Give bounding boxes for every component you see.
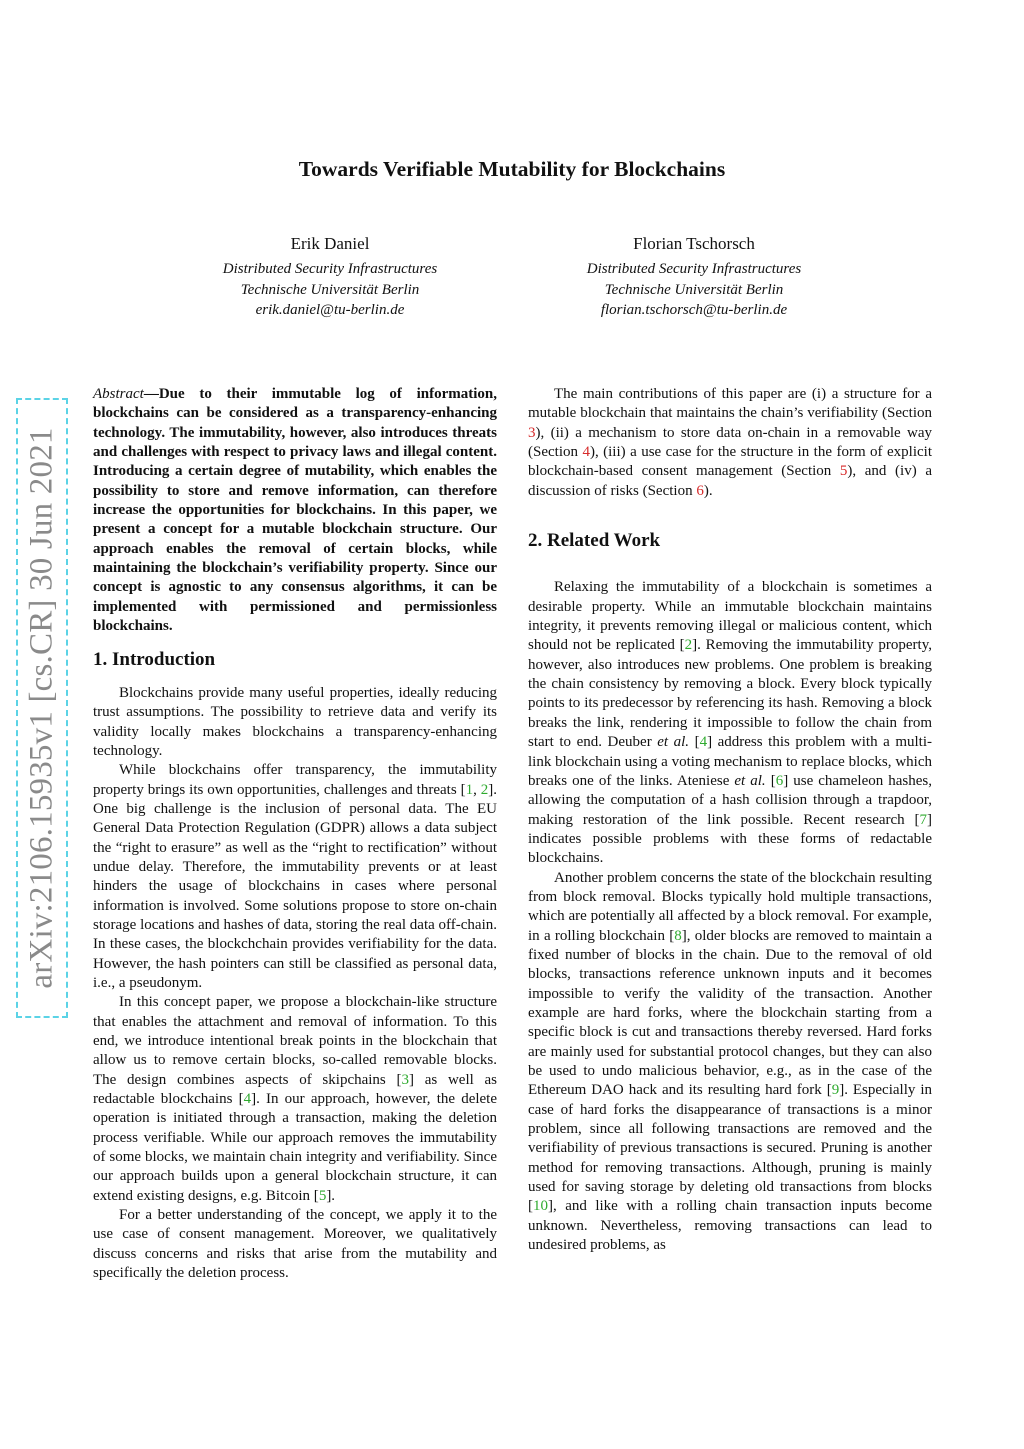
paragraph: Another problem concerns the state of the blockchain resulting from block removal. Blocks typically hold multiple transactions, which are potentially all affected by a block removal. For example, in a rolling blockchain [8], older blocks are removed to maintain a fixed number of blocks in the chain. Due to the removal of old blocks, transactions reference unknown inputs and it becomes impossible to verify the validity of the transaction. Another example are hard forks, where the blockchain starting from a specific block is cut and transactions thereby reversed. Hard forks are mainly used for substantial protocol changes, but they can also be used to undo malicious behavior, e.g., as in the case of the Ethereum DAO hack and its resulting hard fork [9]. Especially in case of hard forks the disappearance of transactions is a minor problem, since all following transactions are removed and the verifiability of previous transactions is secured. Pruning is another method for removing transactions. Although, pruning is mainly used for saving storage by deleting old transactions from blocks [10], and like with a rolling chain transaction inputs become unknown. Nevertheless, removing transactions can lead to undesired problems, as [528,869,932,1254]
section-link[interactable]: 3 [528,424,536,441]
author-email: erik.daniel@tu-berlin.de [255,302,405,318]
section-link[interactable]: 4 [582,444,590,461]
paragraph: Blockchains provide many useful properties, ideally reducing trust assumptions. The possibility to retrieve data and verify its validity locally makes blockchains a transparency-enhancing technology. [93,684,497,759]
author-name: Florian Tschorsch [633,234,755,253]
author-university: Technische Universität Berlin [604,281,784,298]
citation-link[interactable]: 7 [919,811,927,828]
citation-link[interactable]: 3 [401,1071,409,1088]
section-link[interactable]: 5 [839,463,848,480]
citation-link[interactable]: 1 [465,781,474,798]
paragraph: In this concept paper, we propose a blockchain-like structure that enables the attachment and removal of information. To this end, we introduce intentional break points in the blockchain that allow us to remove certain blocks, so-called removable blocks. The design combines aspects of skipchains [3] as well as redactable blockchains [4]. In our approach, however, the delete operation is initiated through a transaction, making the deletion process verifiable. While our approach removes the immutability of some blocks, we maintain chain integrity and verifiability. Since our approach builds upon a general blockchain structure, it can extend existing designs, e.g. Bitcoin [5]. [93,994,498,1204]
citation-link[interactable]: 5 [318,1187,327,1204]
left-column [93,385,497,1283]
section-heading-related-work: 2. Related Work [528,530,661,552]
arxiv-stamp [16,398,68,1018]
author-name: Erik Daniel [290,234,370,253]
abstract [93,385,497,636]
citation-link[interactable]: 6 [775,772,784,789]
right-column [528,385,932,1255]
paragraph: While blockchains offer transparency, the immutability property brings its own opportunities, challenges and threats [1, 2]. One big challenge is the inclusion of personal data. The EU General Data Protection Regulation (GDPR) allows a data subject the “right to erasure” as well as the “right to rectification” without undue delay. Therefore, the immutability prevents or at least hinders the usage of blockchains in cases where personal information is involved. Some solutions propose to store on-chain storage locations and hashes of data, storing the real data off-chain. In these cases, the blockchchain provides verifiability for the data. However, the hash pointers can still be classified as personal data, i.e., a pseudonym. [93,762,498,991]
section-link[interactable]: 6 [696,482,704,499]
citation-link[interactable]: 4 [243,1091,252,1108]
abstract-text: —Due to their immutable log of information, blockchains can be considered as a transparency-enhancing technology. The immutability, however, also introduces threats and challenges with respect to privacy laws and illegal content. Introducing a certain degree of mutability, which enables the possibility to store and remove information, can therefore increase the opportunities for blockchains. In this paper, we present a concept for a mutable blockchain structure. Our approach enables the removal of certain blocks, while maintaining the blockchain’s verifiability property. Since our concept is agnostic to any consensus algorithms, it can be implemented with permissioned and permissionless blockchains. [93,386,497,635]
abstract-label: Abstract [93,386,144,402]
citation-link[interactable]: 2 [480,781,489,798]
arxiv-identifier: arXiv:2106.15935v1 [cs.CR] 30 Jun 2021 [23,427,60,989]
citation-link[interactable]: 2 [684,637,693,654]
author-block-1 [150,232,510,321]
section-heading-introduction: 1. Introduction [93,649,216,671]
citation-link[interactable]: 10 [533,1198,548,1215]
paragraph: For a better understanding of the concept, we apply it to the use case of consent management. Moreover, we qualitatively discuss concerns and risks that arise from the mutability and specifically the deletion process. [93,1207,497,1282]
author-department: Distributed Security Infrastructures [222,261,438,277]
author-email: florian.tschorsch@tu-berlin.de [600,302,788,318]
paragraph: Relaxing the immutability of a blockchain is sometimes a desirable property. While an immutable blockchain maintains integrity, it prevents removing illegal or malicious content, which should not be replicated [2]. Removing the immutability property, however, also introduces new problems. One problem is breaking the chain consistency by removing a block. Every block typically points to its predecessor by referencing its hash. Removing a block breaks the link, rendering it impossible to follow the chain from start to end. Deuber et al. [4] address this problem with a multi-link blockchain using a voting mechanism to replace blocks, which breaks one of the links. Ateniese et al. [6] use chameleon hashes, allowing the computation of a hash collision through a trapdoor, making restoration of the link possible. Recent research [7] indicates possible problems with these forms of redactable blockchains. [528,579,932,867]
author-university: Technische Universität Berlin [240,281,420,298]
author-block-2 [514,232,874,321]
citation-link[interactable]: 9 [831,1082,840,1099]
citation-link[interactable]: 8 [674,927,682,944]
paragraph-contributions: The main contributions of this paper are (i) a structure for a mutable blockchain that maintains the chain’s verifiability (Section 3), (ii) a mechanism to store data on-chain in a removable way (Section 4), (iii) a use case for the structure in the form of explicit blockchain-based consent management (Section 5), and (iv) a discussion of risks (Section 6). [528,386,932,499]
author-department: Distributed Security Infrastructures [586,261,802,277]
paper-title: Towards Verifiable Mutability for Blockchains [298,157,726,181]
citation-link[interactable]: 4 [699,734,708,751]
